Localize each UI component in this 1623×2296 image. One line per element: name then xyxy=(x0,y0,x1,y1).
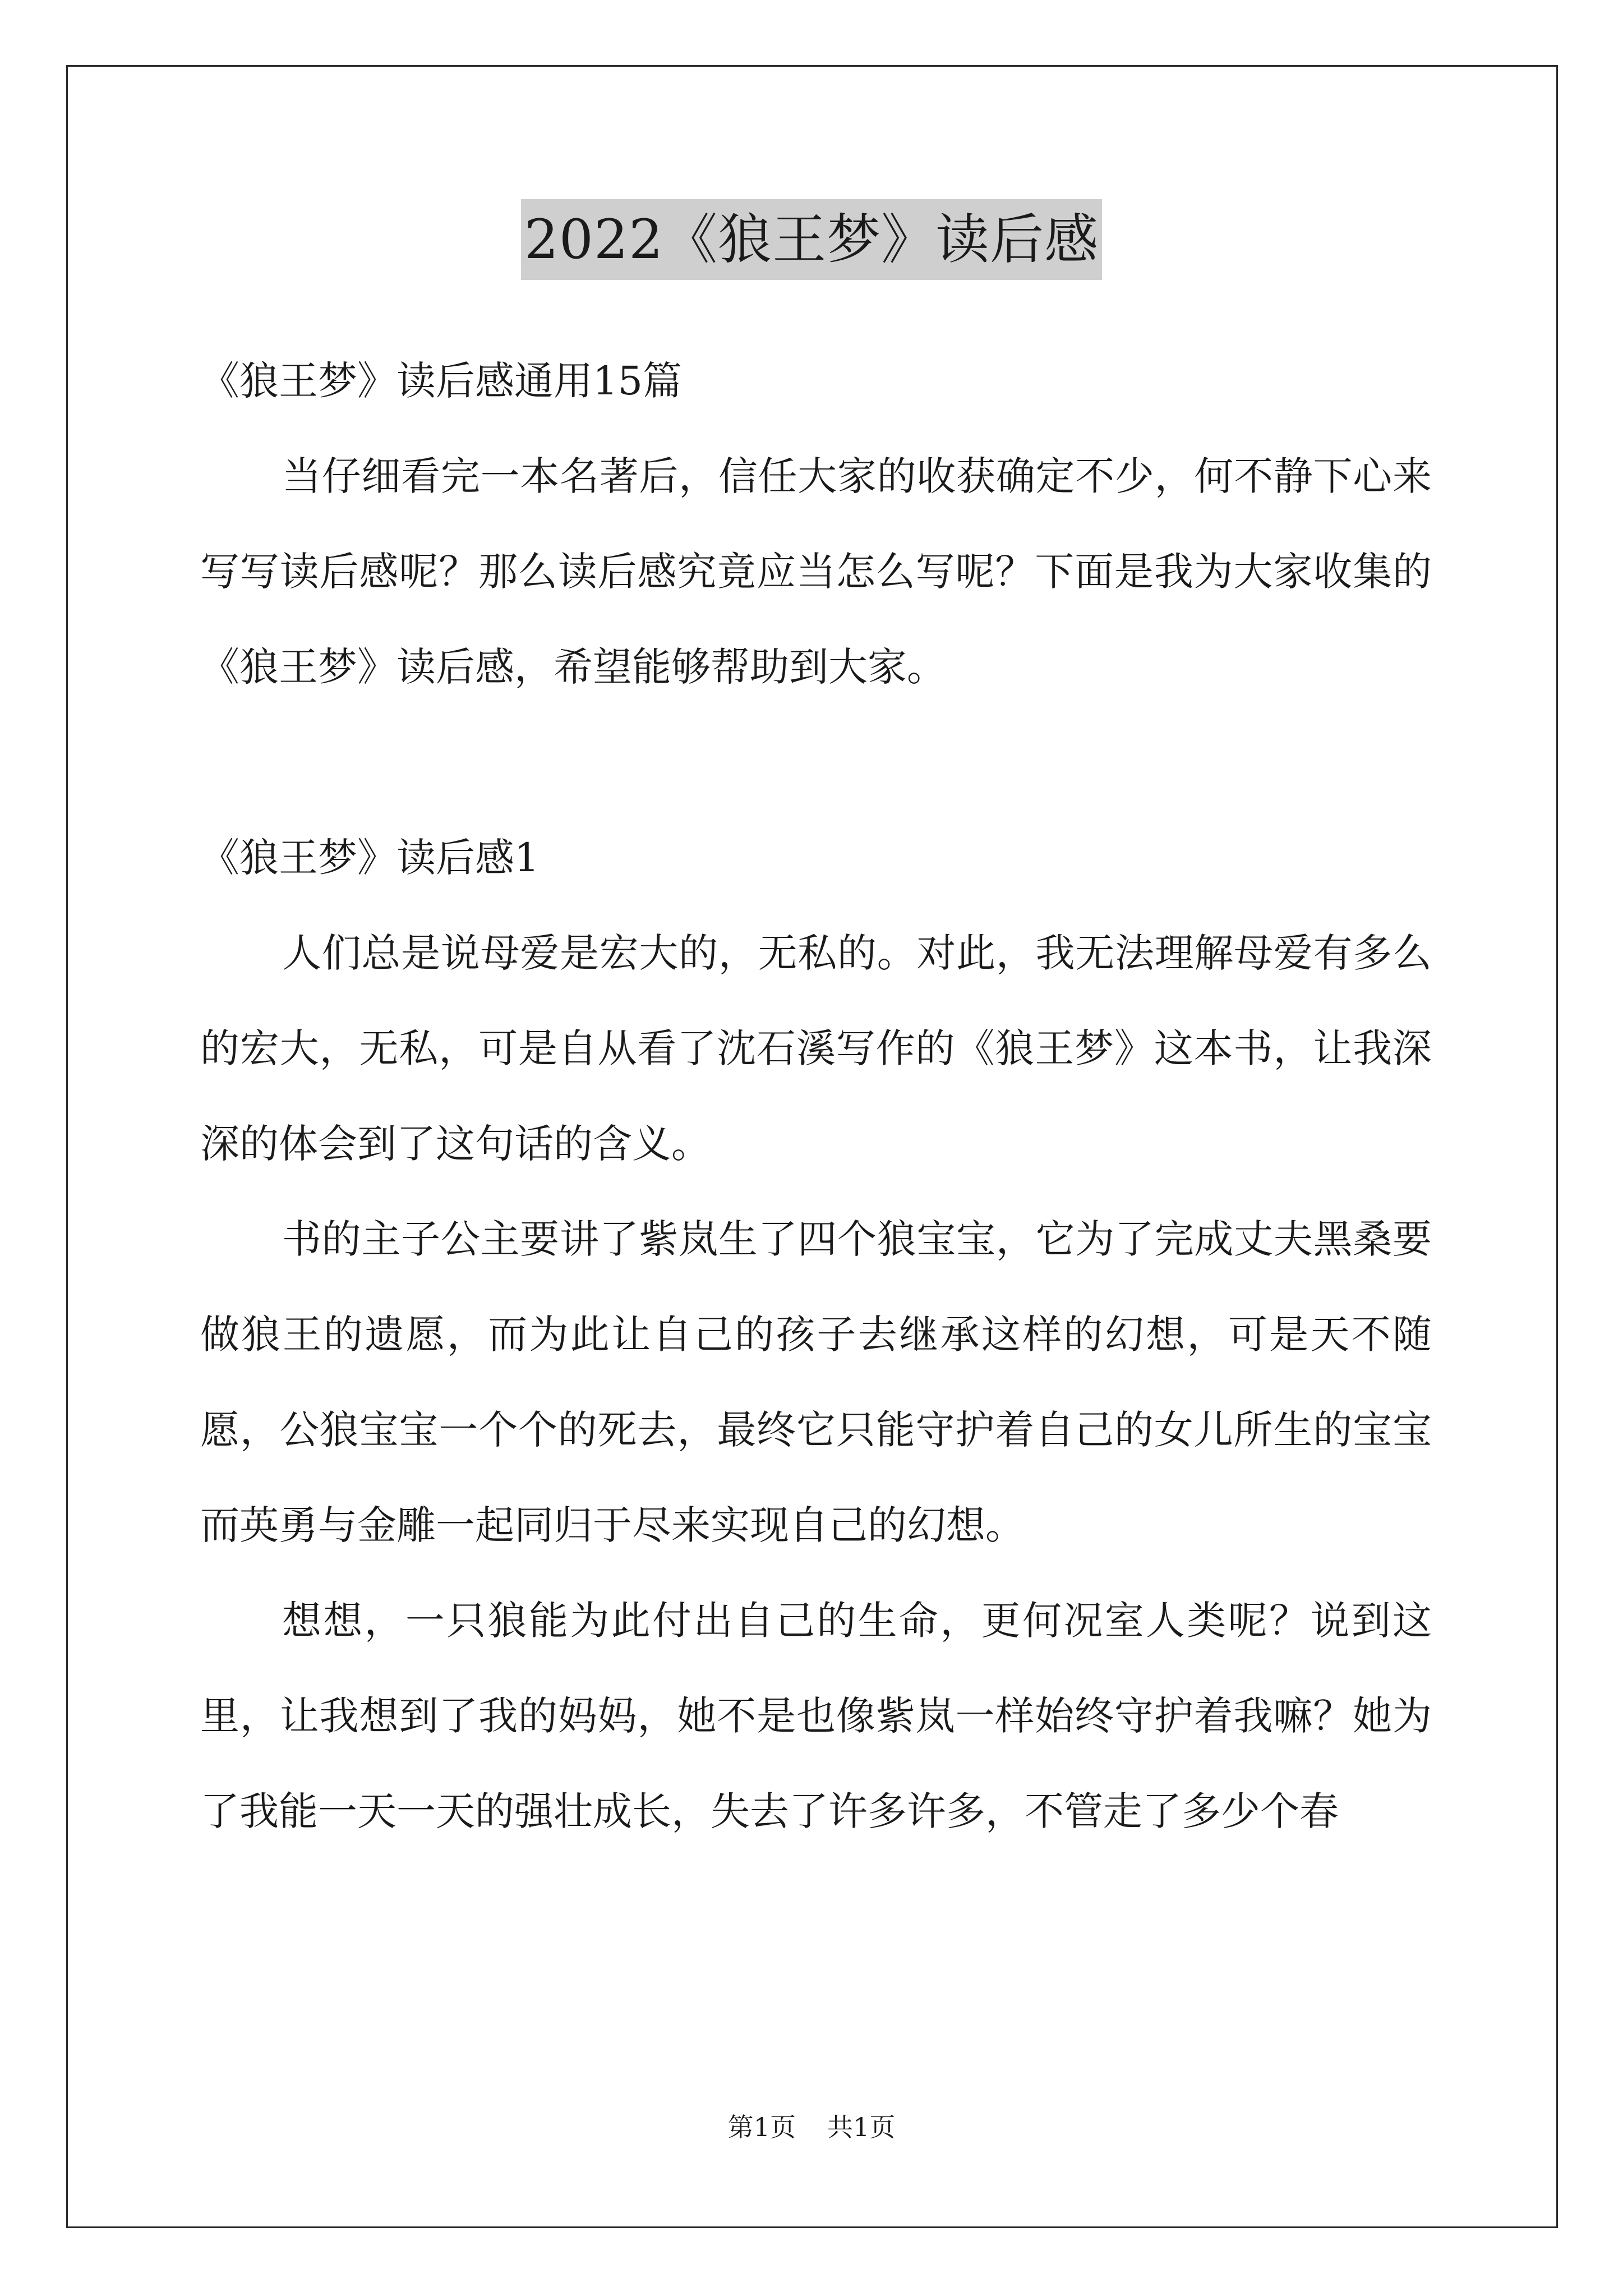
document-body xyxy=(200,333,1432,1859)
page-number-current: 第1页 xyxy=(727,2112,796,2142)
section-spacer xyxy=(200,715,1432,810)
page-number-total: 共1页 xyxy=(827,2112,896,2142)
document-subtitle: 《狼王梦》读后感通用15篇 xyxy=(200,358,683,404)
page-footer xyxy=(0,2110,1623,2144)
document-title: 2022《狼王梦》读后感 xyxy=(521,199,1102,280)
section-heading: 《狼王梦》读后感1 xyxy=(200,835,540,881)
body-paragraph-1: 人们总是说母爱是宏大的，无私的。对此，我无法理解母爱有多么的宏大，无私，可是自从看了沈石溪写作的《狼王梦》这本书，让我深深的体会到了这句话的含义。 xyxy=(200,930,1432,1167)
body-paragraph-3: 想想，一只狼能为此付出自己的生命，更何况室人类呢？说到这里，让我想到了我的妈妈，她不是也像紫岚一样始终守护着我嘛？她为了我能一天一天的强壮成长，失去了许多许多，不管走了多少个春 xyxy=(200,1598,1432,1834)
body-paragraph-2: 书的主子公主要讲了紫岚生了四个狼宝宝，它为了完成丈夫黑桑要做狼王的遗愿，而为此让自己的孩子去继承这样的幻想，可是天不随愿，公狼宝宝一个个的死去，最终它只能守护着自己的女儿所生的宝宝而英勇与金雕一起同归于尽来实现自己的幻想。 xyxy=(200,1216,1432,1548)
title-container xyxy=(0,199,1623,280)
intro-paragraph: 当仔细看完一本名著后，信任大家的收获确定不少，何不静下心来写写读后感呢？那么读后感究竟应当怎么写呢？下面是我为大家收集的《狼王梦》读后感，希望能够帮助到大家。 xyxy=(200,453,1432,690)
